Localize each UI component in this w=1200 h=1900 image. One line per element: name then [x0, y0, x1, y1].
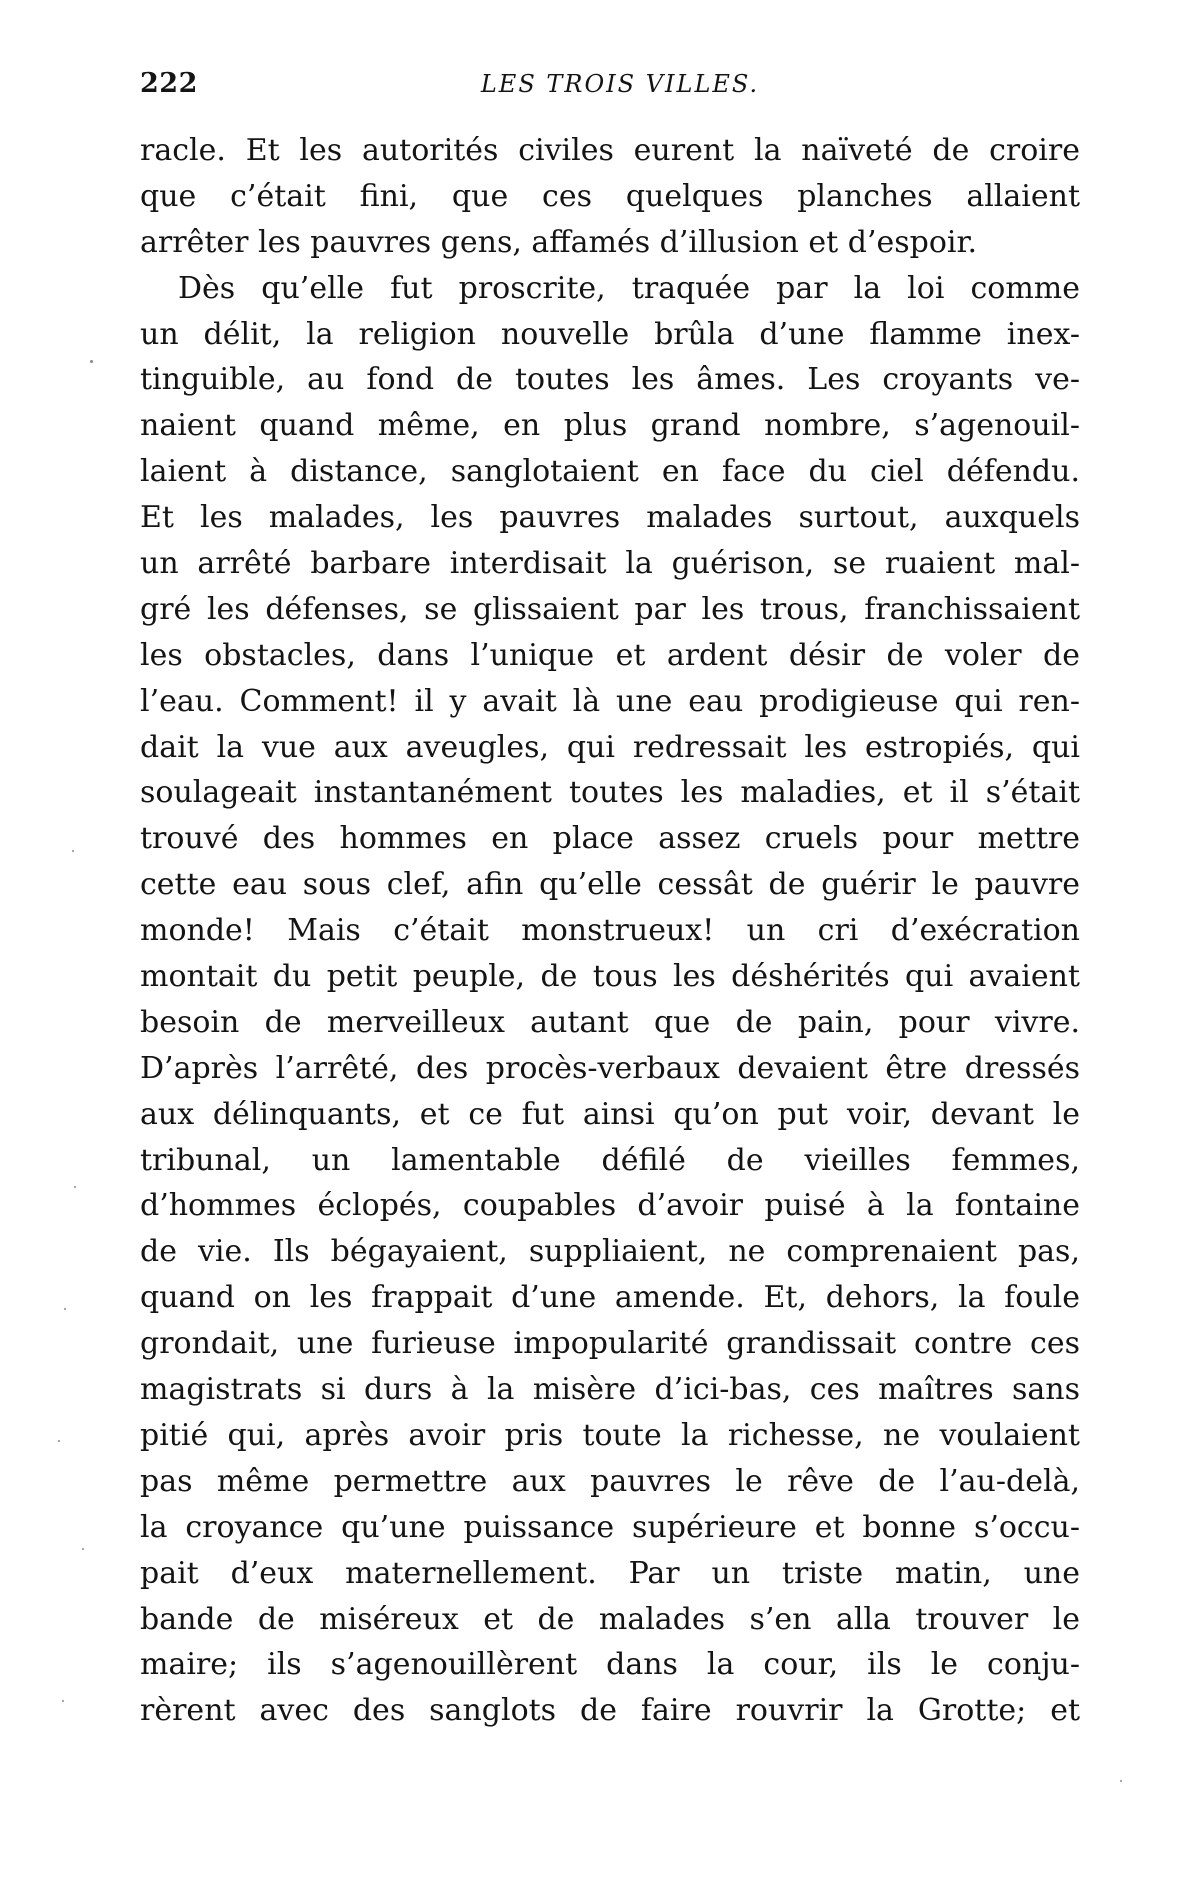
text-line: quand on les frappait d’une amende. Et, dehors, la foule — [140, 1280, 1080, 1316]
scan-speck — [72, 850, 74, 852]
text-line: cette eau sous clef, afin qu’elle cessât de guérir le pauvre — [140, 867, 1080, 903]
text-line: pait d’eux maternellement. Par un triste matin, une — [140, 1555, 1080, 1591]
text-line: un délit, la religion nouvelle brûla d’une flamme inex- — [140, 316, 1080, 352]
text-line: naient quand même, en plus grand nombre, s’agenouil- — [140, 408, 1080, 444]
text-line: tribunal, un lamentable défilé de vieilles femmes, — [140, 1142, 1080, 1178]
text-line: tinguible, au fond de toutes les âmes. Les croyants ve- — [140, 362, 1080, 398]
scan-speck — [58, 1440, 60, 1442]
text-line: de vie. Ils bégayaient, suppliaient, ne comprenaient pas, — [140, 1234, 1080, 1270]
body-text — [140, 128, 1080, 1734]
text-line: laient à distance, sanglotaient en face du ciel défendu. — [140, 454, 1080, 490]
text-line: Dès qu’elle fut proscrite, traquée par la loi comme — [178, 270, 1080, 306]
text-line: grondait, une furieuse impopularité grandissait contre ces — [140, 1326, 1080, 1362]
text-line: aux délinquants, et ce fut ainsi qu’on put voir, devant le — [140, 1096, 1080, 1132]
text-line: D’après l’arrêté, des procès-verbaux devaient être dressés — [140, 1050, 1080, 1086]
text-line: besoin de merveilleux autant que de pain, pour vivre. — [140, 1004, 1080, 1040]
text-line: soulageait instantanément toutes les maladies, et il s’était — [140, 775, 1080, 811]
scan-speck — [64, 1308, 66, 1310]
text-line: montait du petit peuple, de tous les déshérités qui avaient — [140, 959, 1080, 995]
text-line: racle. Et les autorités civiles eurent la naïveté de croire — [140, 133, 1080, 168]
text-line: que c’était fini, que ces quelques planches allaient — [140, 178, 1080, 214]
text-line: la croyance qu’une puissance supérieure et bonne s’occu- — [140, 1509, 1080, 1545]
page-number: 222 — [140, 68, 198, 99]
running-head — [140, 68, 1080, 104]
text-line: monde! Mais c’était monstrueux! un cri d’exécration — [140, 913, 1080, 949]
text-line: Et les malades, les pauvres malades surtout, auxquels — [140, 500, 1080, 536]
scan-speck — [62, 1700, 64, 1702]
scan-speck — [74, 1186, 76, 1188]
text-line: rèrent avec des sanglots de faire rouvrir la Grotte; et — [140, 1693, 1080, 1729]
text-line: dait la vue aux aveugles, qui redressait les estropiés, qui — [140, 729, 1080, 765]
text-line: un arrêté barbare interdisait la guérison, se ruaient mal- — [140, 546, 1080, 582]
text-line: arrêter les pauvres gens, affamés d’illusion et d’espoir. — [140, 224, 978, 260]
text-line: d’hommes éclopés, coupables d’avoir puisé à la fontaine — [140, 1188, 1080, 1224]
text-line: gré les défenses, se glissaient par les trous, franchissaient — [140, 591, 1080, 627]
text-line: l’eau. Comment! il y avait là une eau prodigieuse qui ren- — [140, 683, 1080, 719]
text-line: maire; ils s’agenouillèrent dans la cour, ils le conju- — [140, 1647, 1080, 1683]
scan-speck — [1120, 1780, 1122, 1782]
text-line: pitié qui, après avoir pris toute la richesse, ne voulaient — [140, 1417, 1080, 1453]
running-title: LES TROIS VILLES. — [480, 70, 760, 98]
text-line: bande de miséreux et de malades s’en alla trouver le — [140, 1601, 1080, 1637]
text-line: trouvé des hommes en place assez cruels pour mettre — [140, 821, 1080, 857]
scan-speck — [90, 360, 93, 363]
scan-speck — [82, 1548, 84, 1550]
text-line: magistrats si durs à la misère d’ici-bas, ces maîtres sans — [140, 1372, 1080, 1408]
text-line: pas même permettre aux pauvres le rêve de l’au-delà, — [140, 1463, 1080, 1499]
text-line: les obstacles, dans l’unique et ardent désir de voler de — [140, 637, 1080, 673]
